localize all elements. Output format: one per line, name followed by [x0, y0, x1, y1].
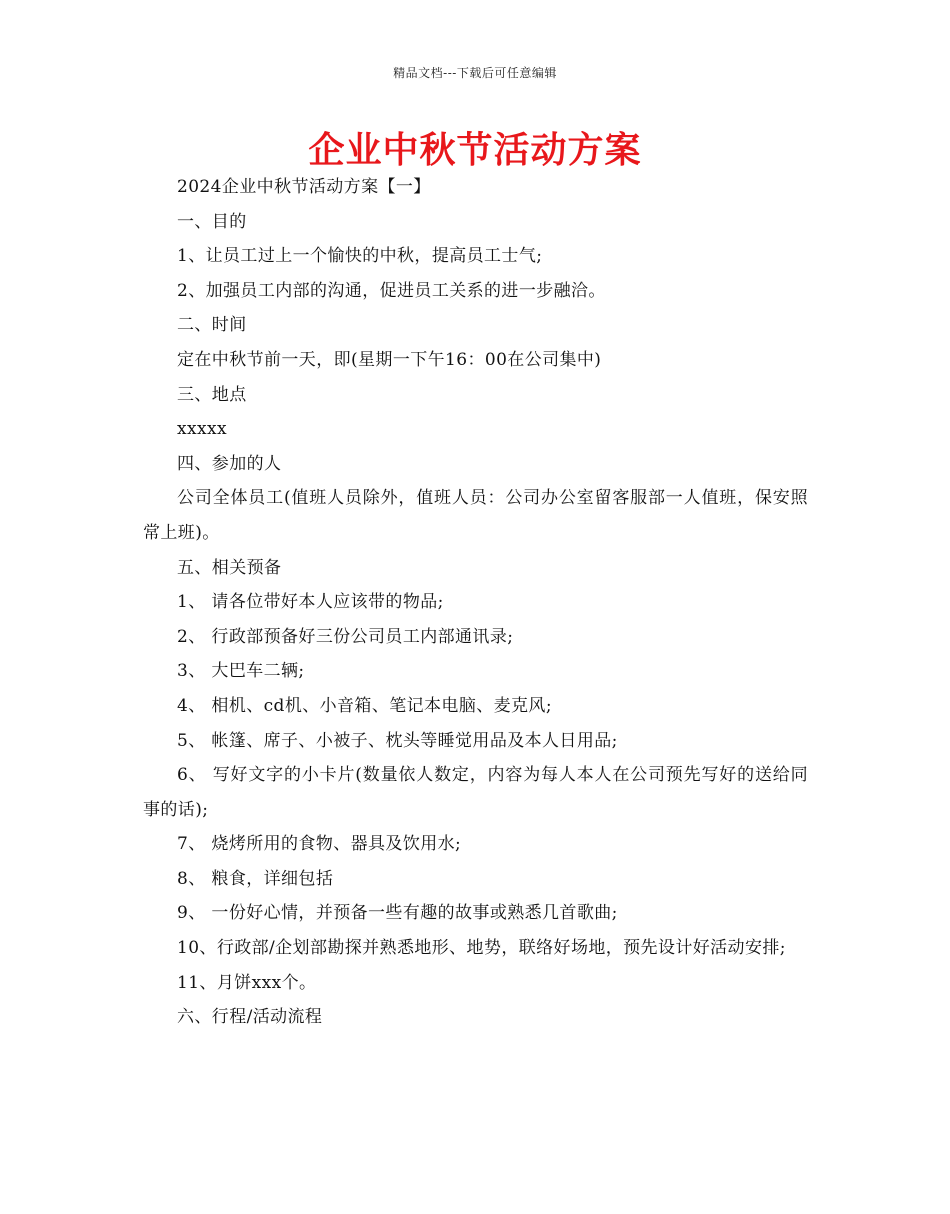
list-item: 1、 请各位带好本人应该带的物品; — [177, 592, 444, 613]
list-item: 4、 相机、cd机、小音箱、笔记本电脑、麦克风; — [177, 695, 552, 716]
list-item: 2、 行政部预备好三份公司员工内部通讯录; — [177, 626, 514, 647]
list-item: 7、 烧烤所用的食物、器具及饮用水; — [177, 834, 462, 855]
list-item: 2、加强员工内部的沟通，促进员工关系的进一步融洽。 — [177, 280, 606, 301]
list-item: 6、 写好文字的小卡片(数量依人数定，内容为每人本人在公司预先写好的送给同事的话); — [143, 765, 808, 820]
document-body — [143, 170, 808, 1035]
list-item: 11、月饼xxx个。 — [177, 972, 317, 993]
list-item: 10、行政部/企划部勘探并熟悉地形、地势，联络好场地，预先设计好活动安排; — [177, 938, 786, 959]
list-item: 3、 大巴车二辆; — [177, 661, 305, 682]
list-item: 8、 粮食，详细包括 — [177, 868, 334, 889]
list-item: 5、 帐篷、席子、小被子、枕头等睡觉用品及本人日用品; — [177, 730, 618, 751]
section-heading-purpose: 一、目的 — [177, 211, 247, 232]
section-heading-time: 二、时间 — [177, 315, 247, 336]
header-note: 精品文档---下载后可任意编辑 — [393, 66, 557, 80]
paragraph-text: 公司全体员工(值班人员除外，值班人员：公司办公室留客服部一人值班，保安照常上班)。 — [143, 488, 808, 543]
section-heading-schedule: 六、行程/活动流程 — [177, 1007, 323, 1028]
paragraph-text: 定在中秋节前一天，即(星期一下午16：00在公司集中) — [177, 349, 602, 370]
list-item: 1、让员工过上一个愉快的中秋，提高员工士气; — [177, 246, 543, 267]
paragraph-heading-year: 2024企业中秋节活动方案【一】 — [177, 177, 431, 197]
section-heading-participants: 四、参加的人 — [177, 453, 282, 474]
section-heading-location: 三、地点 — [177, 384, 247, 405]
section-heading-preparation: 五、相关预备 — [177, 557, 282, 578]
paragraph-text: xxxxx — [177, 419, 227, 440]
list-item: 9、 一份好心情，并预备一些有趣的故事或熟悉几首歌曲; — [177, 903, 618, 924]
document-title: 企业中秋节活动方案 — [308, 130, 642, 171]
